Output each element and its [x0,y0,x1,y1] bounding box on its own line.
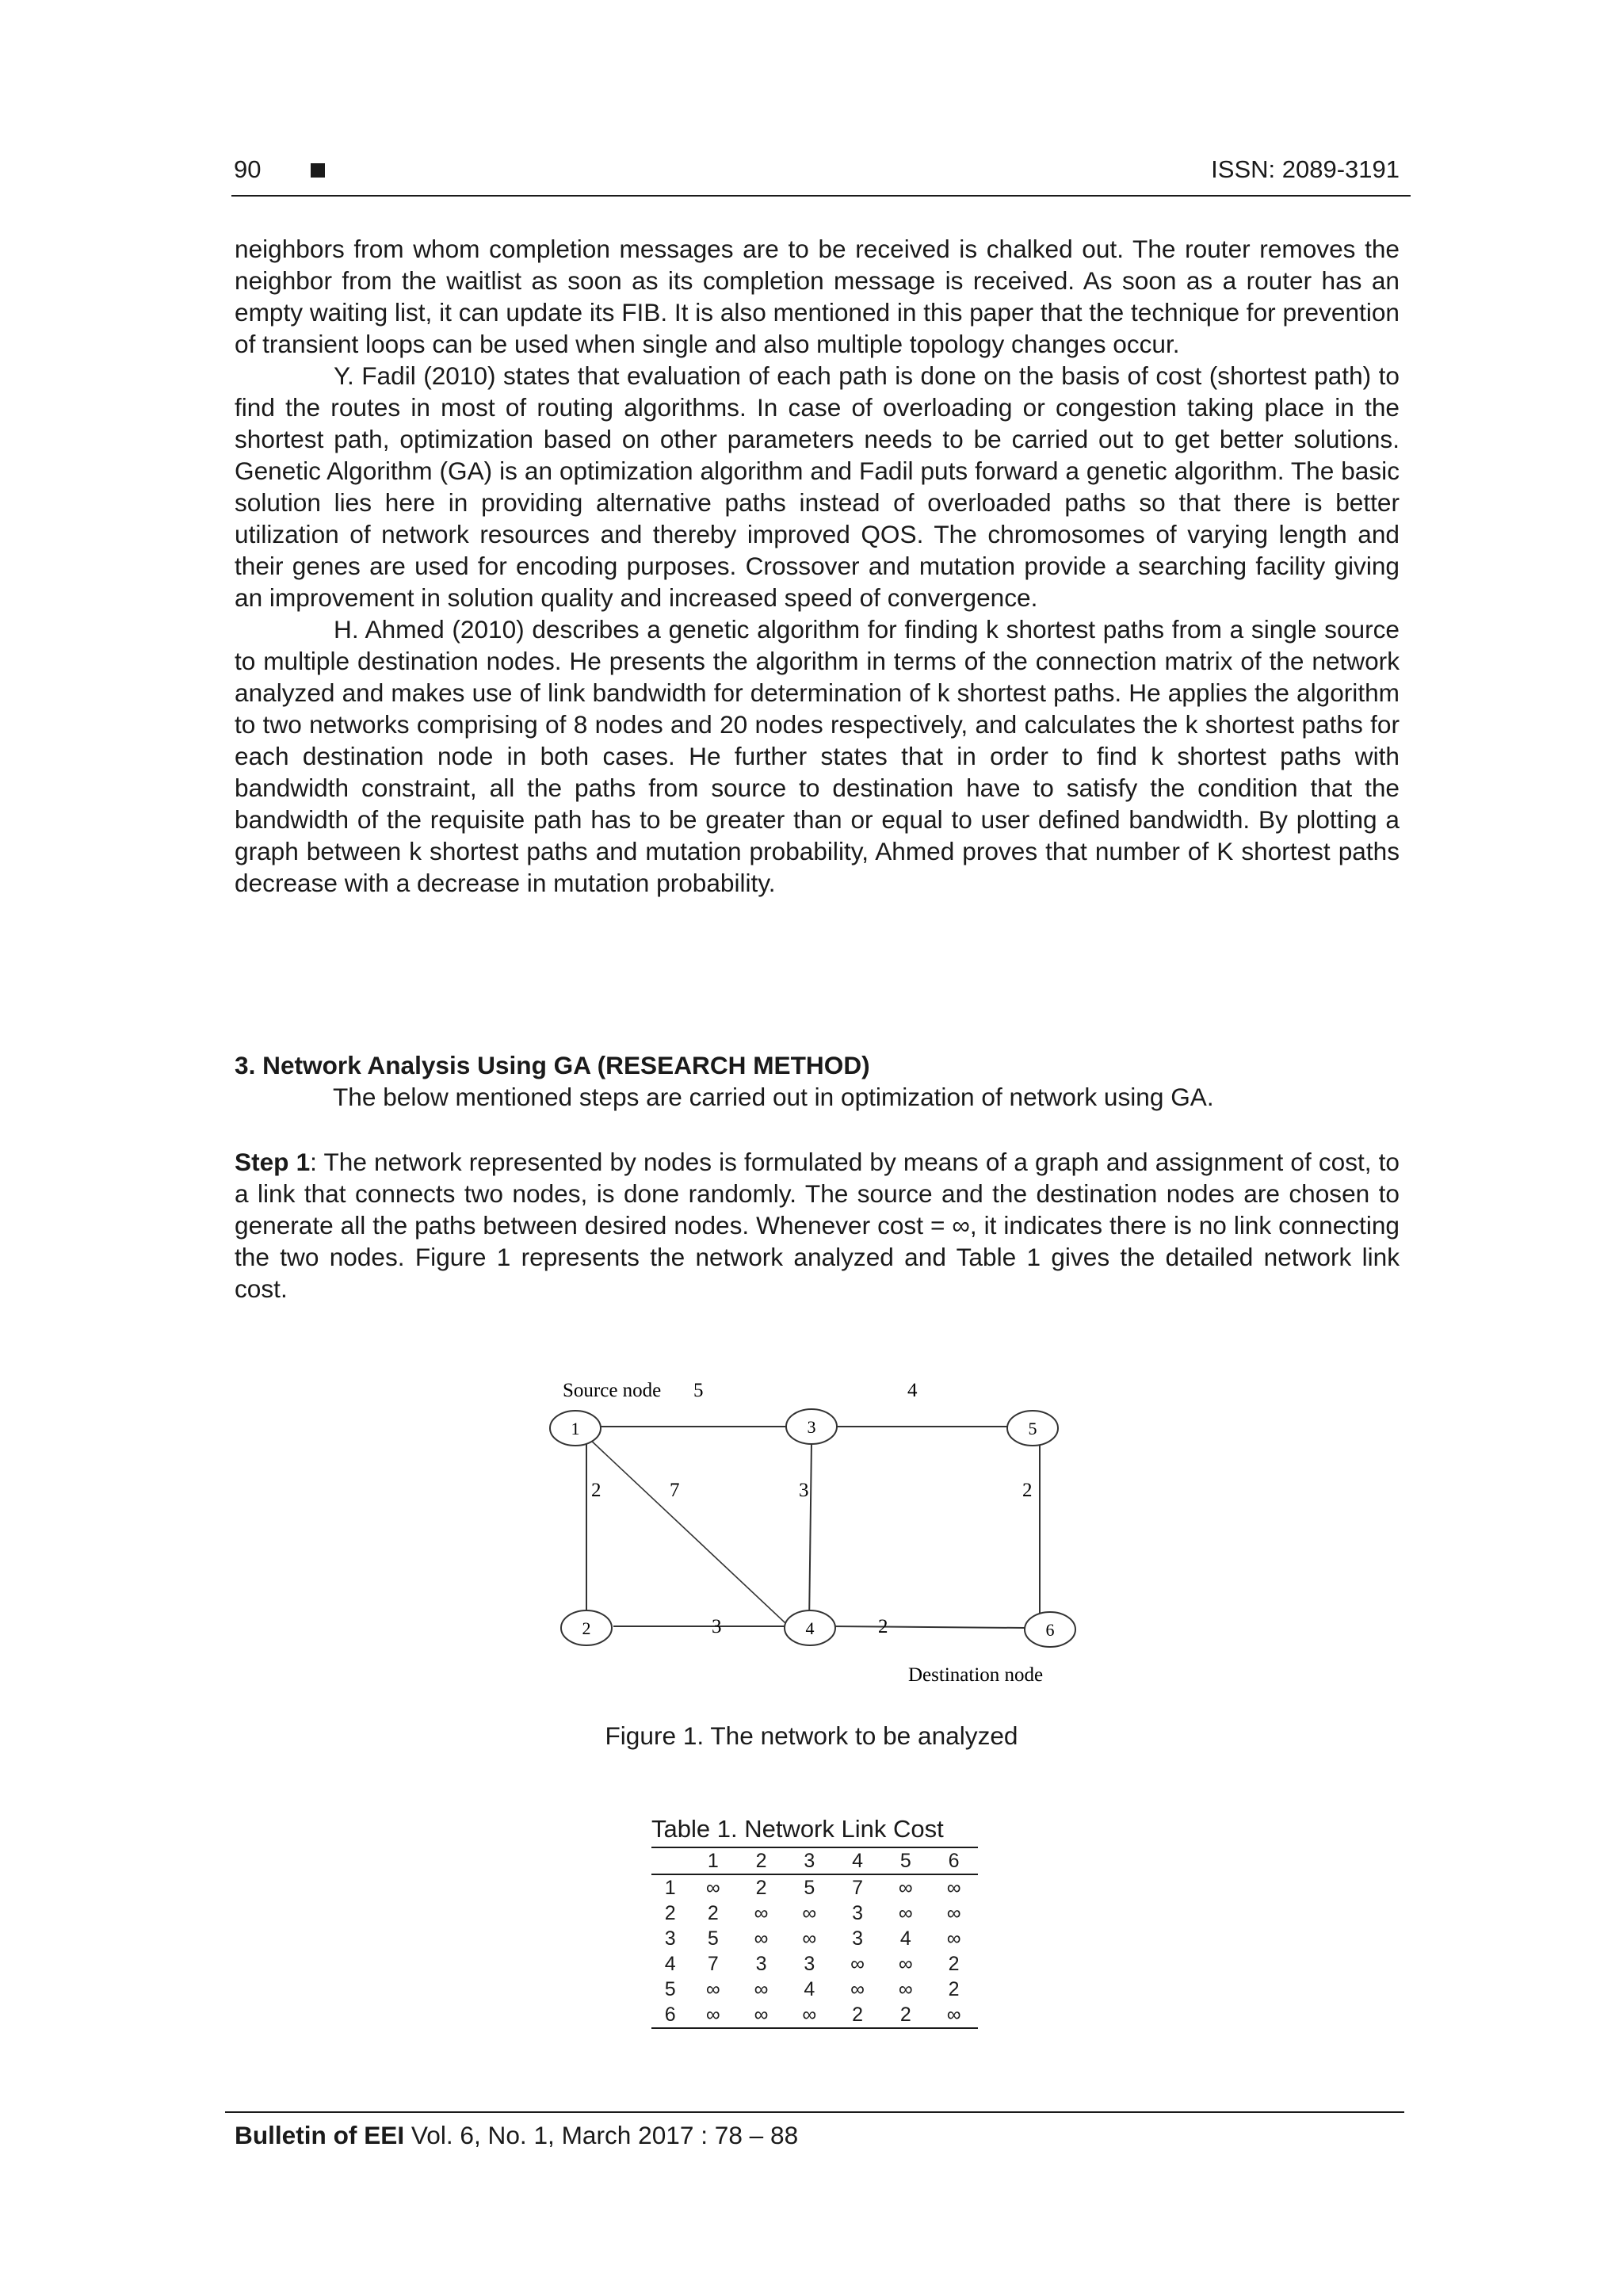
node-3 [786,1409,837,1444]
table-cell: 4 [804,1977,815,2000]
edge-cost-3-5: 4 [907,1380,918,1401]
node-5 [1007,1411,1058,1446]
table-cell: ∞ [754,1977,769,2000]
table-cell: ∞ [946,1927,961,1950]
table-cell: 2 [664,1901,676,1924]
edge-1-4 [588,1438,797,1634]
paragraph: Y. Fadil (2010) states that evaluation of each path is done on the basis of cost (shortest path) to find the routes in most of routing algorithms. In case of overloading or congestion taking place in the shortest path, optimization based on other parameters needs to be carried out to get better solutions. Genetic Algorithm (GA) is an optimization algorithm and Fadil puts forward a genetic algorithm. The basic solution lies here in providing alternative paths instead of overloaded paths so that there is better utilization of network resources and thereby improved QOS. The chromosomes of varying length and their genes are used for encoding purposes. Crossover and mutation provide a searching facility giving an improvement in solution quality and increased speed of convergence. [235,361,1400,612]
table-cell: ∞ [754,1901,769,1924]
node-2 [561,1610,612,1645]
table-cell: ∞ [802,1901,817,1924]
table-cell: ∞ [754,1927,769,1950]
paragraph: neighbors from whom completion messages are to be received is chalked out. The router removes the neighbor from the waitlist as soon as its completion message is received. As soon as a router has an empty waiting list, it can update its FIB. It is also mentioned in this paper that the technique for prevention of transient loops can be used when single and also multiple topology changes occur. [235,235,1400,358]
table-header-row [651,1847,978,1874]
edge-4-6 [829,1626,1025,1628]
edge-cost-1-3: 5 [693,1380,704,1401]
footer-rule [225,2111,1404,2113]
column-header: 1 [689,1847,737,1874]
step-1-paragraph [235,1146,1400,1305]
table-cell: 4 [664,1952,676,1975]
node-6 [1025,1612,1075,1647]
table-cell: ∞ [898,1977,913,2000]
column-header: 4 [834,1847,882,1874]
paragraph: H. Ahmed (2010) describes a genetic algorithm for finding k shortest paths from a single source to multiple destination nodes. He presents the algorithm in terms of the connection matrix of the network analyzed and makes use of link bandwidth for determination of k shortest paths. He applies the algorithm to two networks comprising of 8 nodes and 20 nodes respectively, and calculates the k shortest paths for each destination node in both cases. He further states that in order to find k shortest paths with bandwidth constraint, all the paths from source to destination have to satisfy the condition that the bandwidth of the requisite path has to be greater than or equal to user defined bandwidth. By plotting a graph between k shortest paths and mutation probability, Ahmed proves that number of K shortest paths decrease with a decrease in mutation probability. [235,615,1400,897]
section-heading: 3. Network Analysis Using GA (RESEARCH METHOD) [235,1051,870,1079]
edge-cost-1-2: 2 [591,1480,601,1501]
destination-node-label: Destination node [908,1664,1044,1686]
table-row [651,1951,978,1977]
column-header: 5 [881,1847,930,1874]
table-cell: 1 [664,1876,676,1899]
table-cell: ∞ [850,1952,865,1975]
node-label: 6 [1045,1620,1055,1640]
table-cell: 3 [804,1952,815,1975]
node-label: 4 [805,1618,815,1638]
table-cell: 5 [804,1876,815,1899]
table-cell: ∞ [705,1977,720,2000]
node-label: 3 [807,1417,816,1437]
table-row [651,1874,978,1901]
node-label: 2 [582,1618,591,1638]
table-cell: 2 [755,1876,767,1899]
table-cell: ∞ [802,2003,817,2026]
table-cell: 3 [755,1952,767,1975]
node-4 [785,1610,835,1645]
column-header: 2 [737,1847,785,1874]
table-row [651,1901,978,1926]
column-header: 6 [930,1847,978,1874]
table-cell: 2 [948,1952,960,1975]
edge-cost-2-4: 3 [712,1616,722,1637]
table-cell: ∞ [802,1927,817,1950]
node-label: 1 [571,1419,580,1438]
table-cell: 5 [664,1977,676,2000]
table-cell: 2 [899,2003,911,2026]
issn: ISSN: 2089-3191 [1211,155,1400,183]
table-cell: ∞ [898,1876,913,1899]
table-cell: 3 [852,1901,864,1924]
edge-cost-1-4: 7 [670,1480,680,1501]
table-cell: 7 [707,1952,719,1975]
source-node-label: Source node [563,1380,662,1401]
edge-cost-5-6: 2 [1022,1480,1033,1501]
table-cell: 7 [852,1876,864,1899]
header-square-icon [311,163,325,178]
step-label: Step 1 [235,1148,311,1176]
table-cell: ∞ [898,1901,913,1924]
table-cell: 2 [852,2003,864,2026]
table-row [651,2002,978,2028]
table-cell: 3 [664,1927,676,1950]
table-cell: ∞ [705,2003,720,2026]
table-cell: ∞ [850,1977,865,2000]
table-row [651,1926,978,1951]
node-label: 5 [1028,1419,1037,1438]
step-text: : The network represented by nodes is formulated by means of a graph and assignment of cost, to a link that connects two nodes, is done randomly. The source and the destination nodes are chosen to generate all the paths between desired nodes. Whenever cost = ∞, it indicates there is no link connecting the two nodes. Figure 1 represents the network analyzed and Table 1 gives the detailed network link cost. [235,1148,1400,1303]
table-cell: ∞ [898,1952,913,1975]
table-cell: ∞ [946,2003,961,2026]
table-cell: 5 [707,1927,719,1950]
table-row [651,1977,978,2002]
table-cell: 2 [948,1977,960,2000]
table-cell: 2 [707,1901,719,1924]
edge-3-4 [809,1442,812,1625]
journal-name: Bulletin of EEI [235,2121,405,2149]
table-cell: 4 [899,1927,911,1950]
edge-cost-3-4: 3 [799,1480,809,1501]
table-cell: ∞ [946,1876,961,1899]
edge-cost-4-6: 2 [878,1616,888,1637]
network-figure [523,1363,1109,1704]
table-cell: 6 [664,2003,676,2026]
column-header: 3 [785,1847,834,1874]
link-cost-table [651,1847,978,2029]
header-rule [231,195,1411,197]
table-cell: 3 [852,1927,864,1950]
table-cell: ∞ [754,2003,769,2026]
table-title: Table 1. Network Link Cost [651,1815,944,1843]
body-text [235,233,1400,899]
figure-caption: Figure 1. The network to be analyzed [605,1721,1018,1750]
node-1 [550,1411,601,1446]
column-header [651,1847,689,1874]
footer [235,2121,798,2150]
table-cell: ∞ [946,1901,961,1924]
table-cell: ∞ [705,1876,720,1899]
citation: Vol. 6, No. 1, March 2017 : 78 – 88 [404,2121,799,2149]
page-number: 90 [234,155,262,183]
section-intro: The below mentioned steps are carried out in optimization of network using GA. [333,1083,1214,1111]
